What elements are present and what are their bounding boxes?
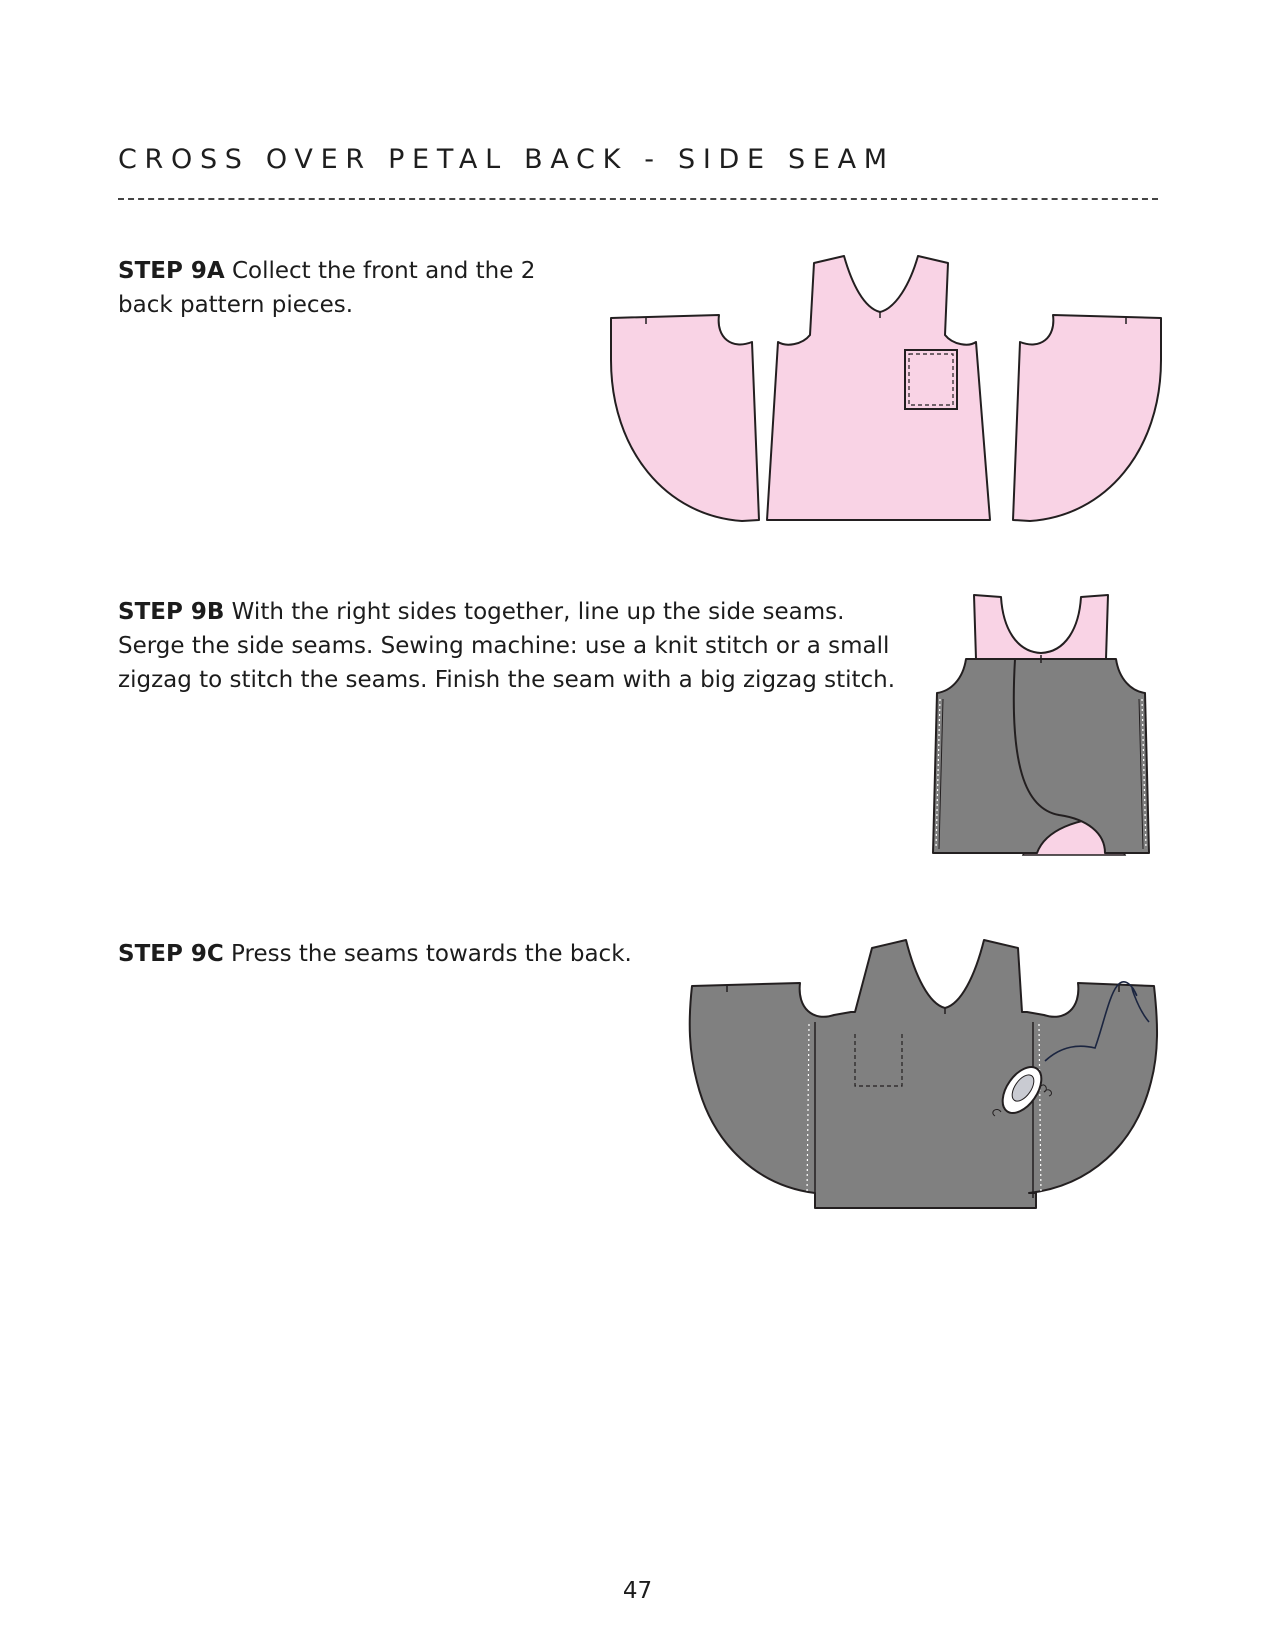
step-9b-label: STEP 9B bbox=[118, 599, 225, 625]
page-title: CROSS OVER PETAL BACK - SIDE SEAM bbox=[118, 144, 895, 175]
pocket-piece bbox=[905, 350, 957, 409]
step-9a-label: STEP 9A bbox=[118, 258, 225, 284]
title-divider bbox=[118, 198, 1158, 200]
front-bodice-shoulders bbox=[974, 595, 1108, 659]
left-back-pattern-piece bbox=[611, 315, 759, 521]
step-9a-pattern-pieces-illustration bbox=[608, 250, 1164, 526]
page-number: 47 bbox=[622, 1578, 653, 1604]
step-9c-pressed-seams-illustration bbox=[689, 936, 1159, 1206]
step-9c-label: STEP 9C bbox=[118, 941, 224, 967]
step-9c-instructions bbox=[118, 937, 678, 971]
step-9b-instructions bbox=[118, 595, 908, 697]
assembled-garment-wrong-side bbox=[690, 940, 1157, 1208]
step-9b-text: With the right sides together, line up the side seams. Serge the side seams. Sewing machine: use a knit stitch or a small zigzag to stitch the seams. Finish the seam with a big zigzag stitch. bbox=[118, 599, 896, 693]
right-back-pattern-piece bbox=[1013, 315, 1161, 521]
step-9c-text: Press the seams towards the back. bbox=[223, 941, 632, 967]
step-9a-instructions bbox=[118, 254, 558, 322]
step-9a-text: Collect the front and the 2 back pattern pieces. bbox=[118, 258, 536, 318]
step-9b-serged-side-seams-illustration bbox=[927, 595, 1157, 857]
